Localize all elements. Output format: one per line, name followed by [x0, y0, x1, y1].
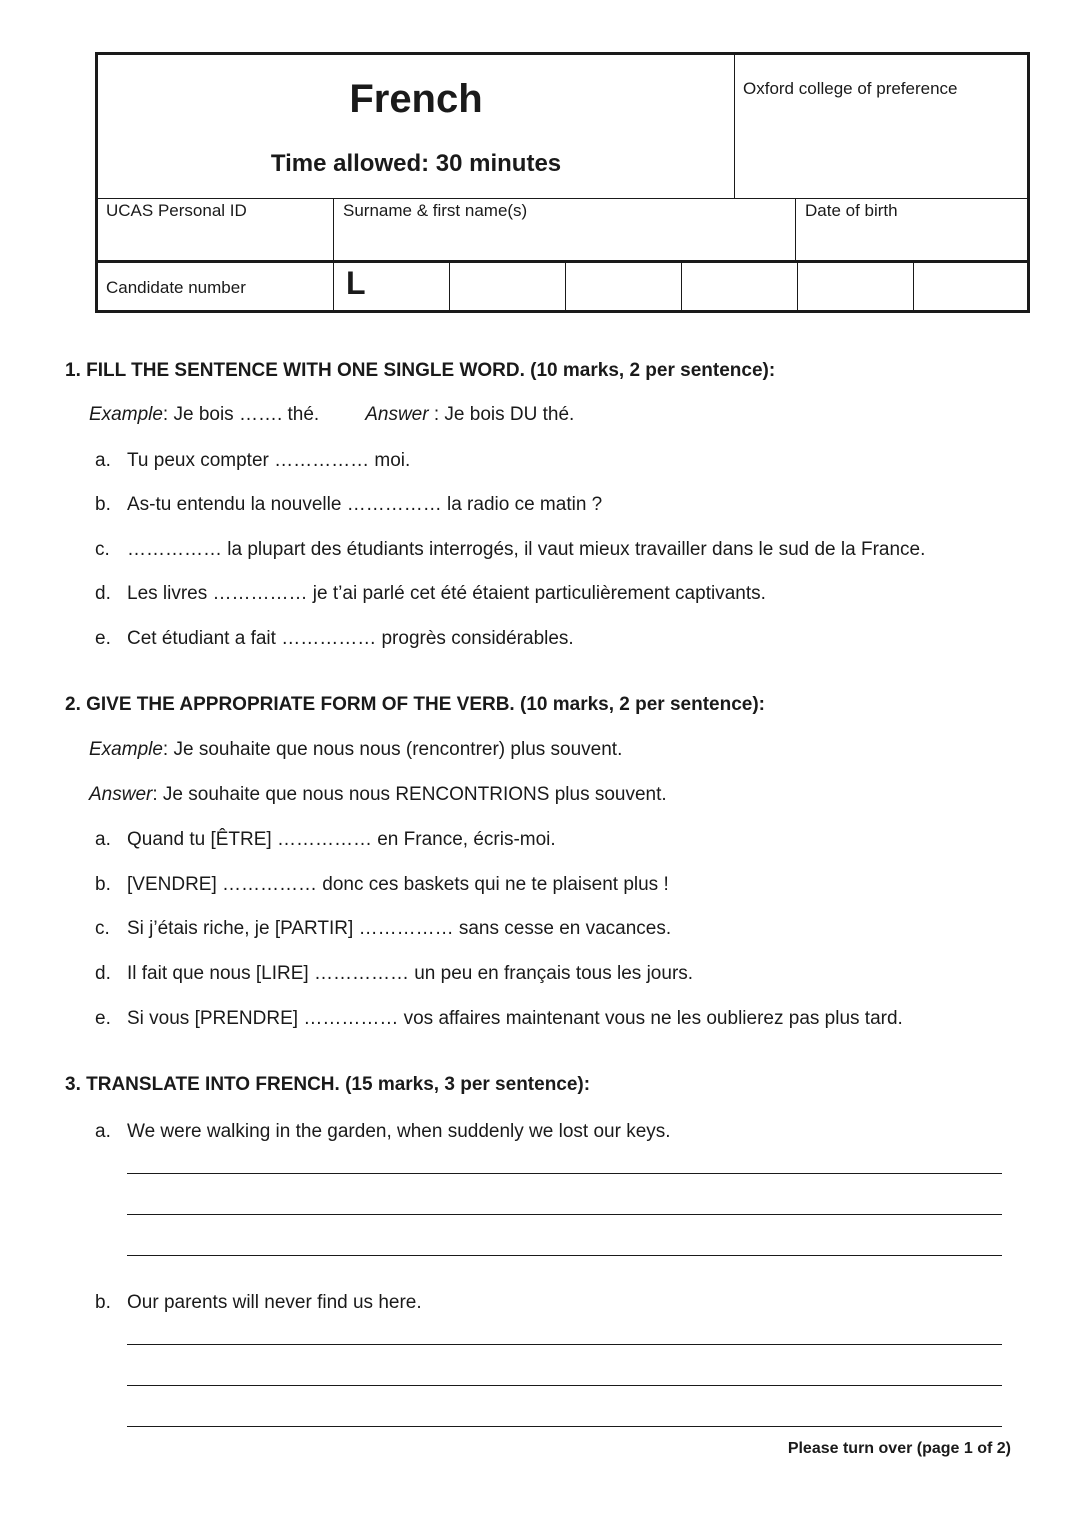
question-1c [95, 539, 925, 561]
item-text: Cet étudiant a fait …………… progrès considérables. [127, 628, 574, 649]
item-text: Il fait que nous [LIRE] …………… un peu en français tous les jours. [127, 963, 694, 984]
question-2b [95, 874, 669, 896]
example-text: : Je bois ……. thé. [162, 404, 320, 425]
answer-line[interactable] [127, 1385, 1002, 1386]
divider [797, 260, 798, 313]
item-text: Les livres …………… je t’ai parlé cet été étaient particulièrement captivants. [127, 583, 766, 604]
question-3a [95, 1121, 671, 1143]
time-allowed: Time allowed: 30 minutes [270, 150, 562, 177]
answer-line[interactable] [127, 1173, 1002, 1174]
divider [795, 198, 796, 260]
example-label: Example [89, 404, 163, 425]
item-text: …………… la plupart des étudiants interrogés, il vaut mieux travailler dans le sud de la France. [127, 539, 926, 560]
divider [333, 198, 334, 313]
item-letter: a. [95, 1121, 111, 1142]
candidate-number-prefix: L [346, 265, 366, 301]
item-letter: e. [95, 1008, 111, 1029]
answer-line[interactable] [127, 1255, 1002, 1256]
item-letter: b. [95, 494, 111, 515]
answer-text: : Je souhaite que nous nous RENCONTRIONS plus souvent. [152, 784, 667, 805]
dob-label: Date of birth [805, 201, 898, 220]
item-letter: b. [95, 874, 111, 895]
item-text: Quand tu [ÊTRE] …………… en France, écris-moi. [127, 829, 556, 850]
divider [98, 260, 1027, 263]
item-text: Tu peux compter …………… moi. [127, 450, 411, 471]
answer-text: : Je bois DU thé. [428, 404, 575, 425]
ucas-id-label: UCAS Personal ID [106, 201, 247, 220]
candidate-header-box [95, 52, 1030, 313]
question-2e [95, 1008, 903, 1030]
question-1b [95, 494, 602, 516]
question-3b [95, 1292, 422, 1314]
item-text: Si j’étais riche, je [PARTIR] …………… sans cesse en vacances. [127, 918, 672, 939]
question-2d [95, 963, 693, 985]
item-text: We were walking in the garden, when suddenly we lost our keys. [127, 1121, 671, 1142]
question-1d [95, 583, 766, 605]
divider [681, 260, 682, 313]
divider [449, 260, 450, 313]
answer-line[interactable] [127, 1214, 1002, 1215]
section-2-example [89, 739, 622, 761]
item-letter: a. [95, 450, 111, 471]
answer-label: Answer [365, 404, 429, 425]
section-1-title: 1. FILL THE SENTENCE WITH ONE SINGLE WORD. (10 marks, 2 per sentence): [65, 360, 776, 381]
question-2c [95, 918, 671, 940]
page-footer: Please turn over (page 1 of 2) [787, 1440, 1011, 1457]
section-2-answer [89, 784, 667, 806]
question-1e [95, 628, 574, 650]
item-letter: d. [95, 963, 111, 984]
item-text: Si vous [PRENDRE] …………… vos affaires maintenant vous ne les oublierez pas plus tard. [127, 1008, 903, 1029]
item-letter: a. [95, 829, 111, 850]
question-1a [95, 450, 410, 472]
item-letter: d. [95, 583, 111, 604]
divider [913, 260, 914, 313]
item-text: [VENDRE] …………… donc ces baskets qui ne te plaisent plus ! [127, 874, 669, 895]
item-text: Our parents will never find us here. [127, 1292, 422, 1313]
section-2-title: 2. GIVE THE APPROPRIATE FORM OF THE VERB. (10 marks, 2 per sentence): [65, 694, 765, 715]
item-letter: c. [95, 539, 110, 560]
divider [734, 55, 735, 198]
item-letter: c. [95, 918, 110, 939]
divider [565, 260, 566, 313]
item-text: As-tu entendu la nouvelle …………… la radio ce matin ? [127, 494, 603, 515]
subject-title: French [349, 77, 483, 121]
question-2a [95, 829, 556, 851]
section-1-example [89, 404, 574, 426]
divider [98, 198, 1027, 199]
college-label: Oxford college of preference [743, 79, 958, 98]
example-label: Example [89, 739, 163, 760]
answer-line[interactable] [127, 1344, 1002, 1345]
item-letter: e. [95, 628, 111, 649]
item-letter: b. [95, 1292, 111, 1313]
candidate-number-label: Candidate number [106, 278, 246, 297]
answer-line[interactable] [127, 1426, 1002, 1427]
name-label: Surname & first name(s) [343, 201, 528, 220]
example-text: : Je souhaite que nous nous (rencontrer) plus souvent. [162, 739, 623, 760]
section-3-title: 3. TRANSLATE INTO FRENCH. (15 marks, 3 per sentence): [65, 1074, 591, 1095]
answer-label: Answer [89, 784, 153, 805]
